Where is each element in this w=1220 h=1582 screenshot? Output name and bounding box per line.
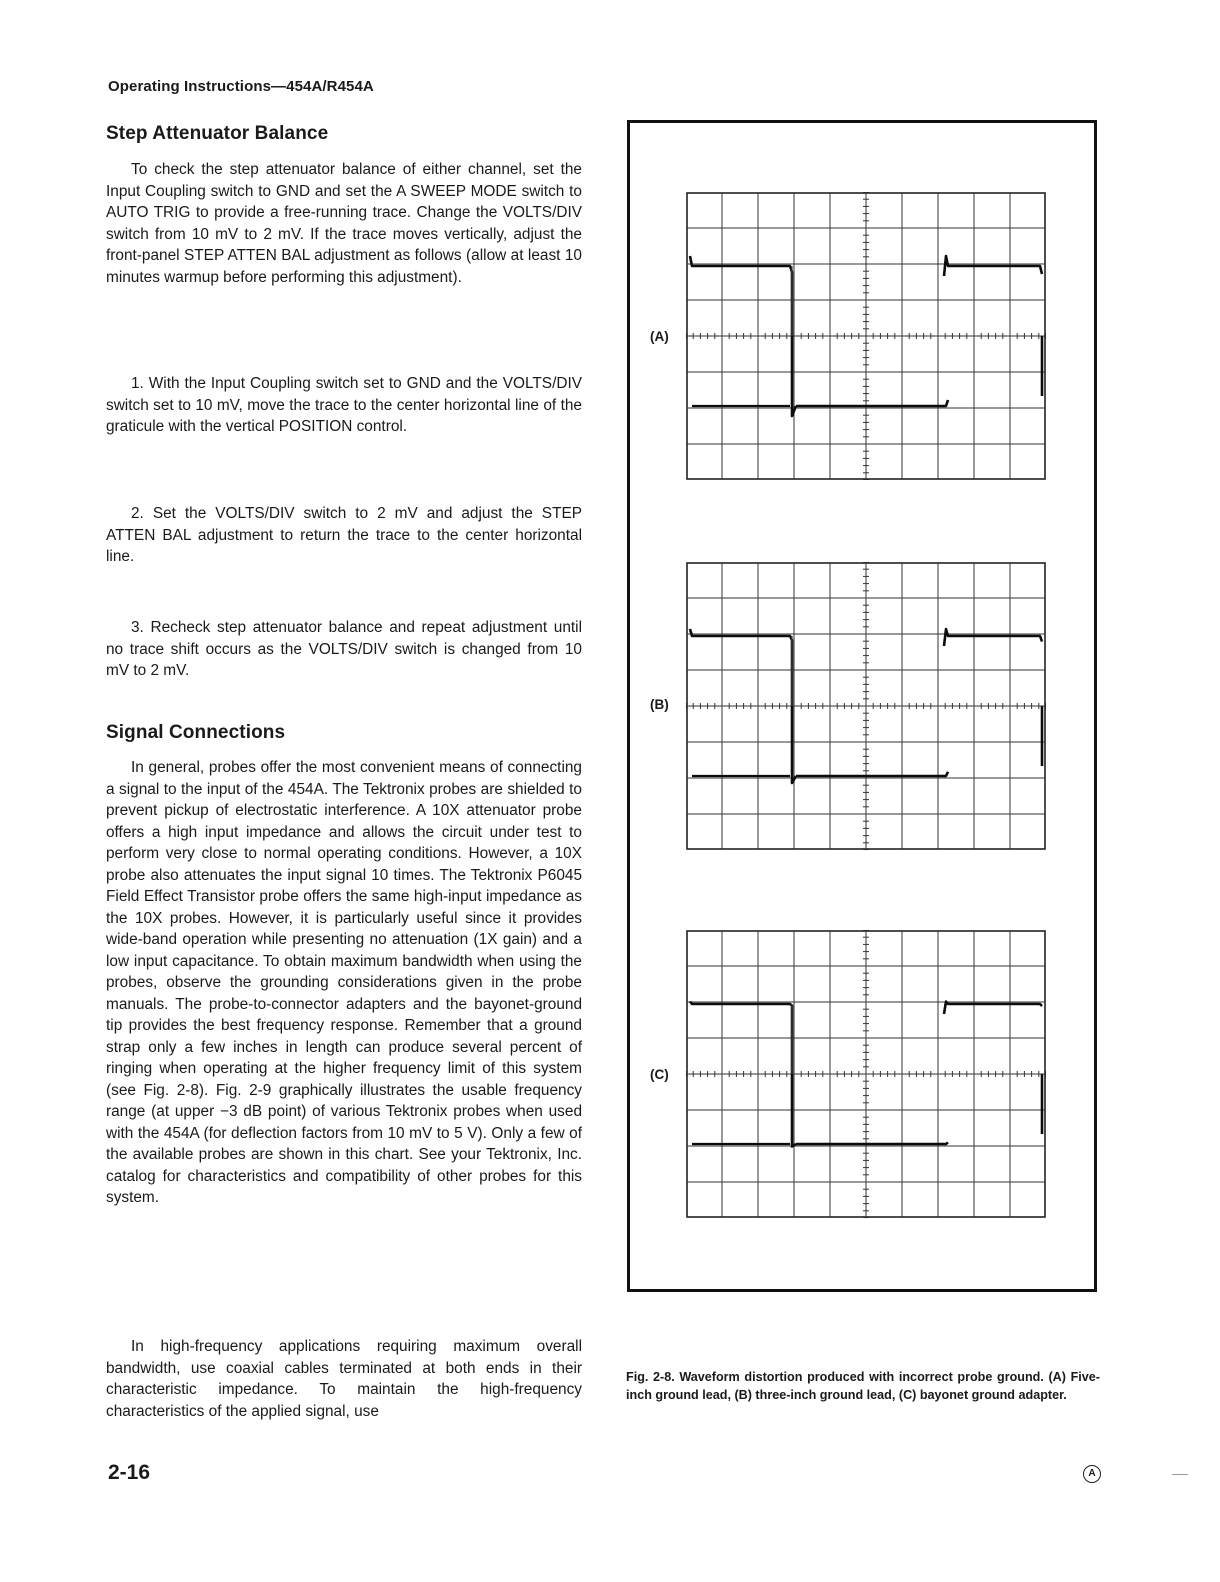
signal-connections-para-1 — [106, 757, 582, 1209]
paragraph: In high-frequency applications requiring maximum overall bandwidth, use coaxial cables terminated at both ends in their characteristic impedance. To maintain the high-frequency characteristics of the applied signal, use — [106, 1338, 582, 1420]
revision-mark-icon: A — [1083, 1465, 1101, 1483]
running-head: Operating Instructions—454A/R454A — [108, 78, 374, 95]
panel-label-b: (B) — [650, 697, 669, 712]
heading-signal-connections: Signal Connections — [106, 722, 286, 743]
paragraph: 3. Recheck step attenuator balance and repeat adjustment until no trace shift occurs as the VOLTS/DIV switch is changed from 10 mV to 2 mV. — [106, 619, 582, 679]
step-3 — [106, 617, 582, 682]
figure-caption: Fig. 2-8. Waveform distortion produced with incorrect probe ground. (A) Five-inch ground lead, (B) three-inch ground lead, (C) bayonet ground adapter. — [626, 1370, 1100, 1402]
page-number: 2-16 — [108, 1461, 151, 1484]
panel-label-c: (C) — [650, 1067, 669, 1082]
edge-mark — [1172, 1474, 1188, 1475]
heading-step-attenuator-balance: Step Attenuator Balance — [106, 123, 329, 144]
step-2 — [106, 503, 582, 568]
paragraph: In general, probes offer the most convenient means of connecting a signal to the input of the 454A. The Tektronix probes are shielded to prevent pickup of electrostatic interference. A 10X attenuator probe offers a high input impedance and allows the circuit under test to perform very close to normal operating conditions. However, a 10X probe also attenuates the input signal 10 times. The Tektronix P6045 Field Effect Transistor probe offers the same high-input impedance as the 10X probes. However, it is particularly useful since it provides wide-band operation while presenting no attenuation (1X gain) and a low input capacitance. To obtain maximum bandwidth when using the probes, observe the grounding considerations given in the probe manuals. The probe-to-connector adapters and the bayonet-ground tip provides the best frequency response. Remember that a ground strap only a few inches in length can produce several percent of ringing when operating at the higher frequency limit of this system (see Fig. 2-8). Fig. 2-9 graphically illustrates the usable frequency range (at upper −3 dB point) of various Tektronix probes when used with the 454A (for deflection factors from 10 mV to 5 V). Only a few of the available probes are shown in this chart. See your Tektronix, Inc. catalog for characteristics and compatibility of other probes for this system. — [106, 759, 582, 1206]
signal-connections-para-2 — [106, 1336, 582, 1422]
oscillogram-c — [686, 930, 1046, 1218]
paragraph: To check the step attenuator balance of either channel, set the Input Coupling switch to GND and set the A SWEEP MODE switch to AUTO TRIG to provide a free-running trace. Change the VOLTS/DIV switch from 10 mV to 2 mV. If the trace moves vertically, adjust the front-panel STEP ATTEN BAL adjustment as follows (allow at least 10 minutes warmup before performing this adjustment). — [106, 161, 582, 286]
paragraph: 2. Set the VOLTS/DIV switch to 2 mV and adjust the STEP ATTEN BAL adjustment to return the trace to the center horizontal line. — [106, 505, 582, 565]
paragraph: 1. With the Input Coupling switch set to GND and the VOLTS/DIV switch set to 10 mV, move the trace to the center horizontal line of the graticule with the vertical POSITION control. — [106, 375, 582, 435]
oscillogram-b — [686, 562, 1046, 850]
step-attenuator-intro — [106, 159, 582, 288]
oscillogram-a — [686, 192, 1046, 480]
step-1 — [106, 373, 582, 438]
panel-label-a: (A) — [650, 329, 669, 344]
